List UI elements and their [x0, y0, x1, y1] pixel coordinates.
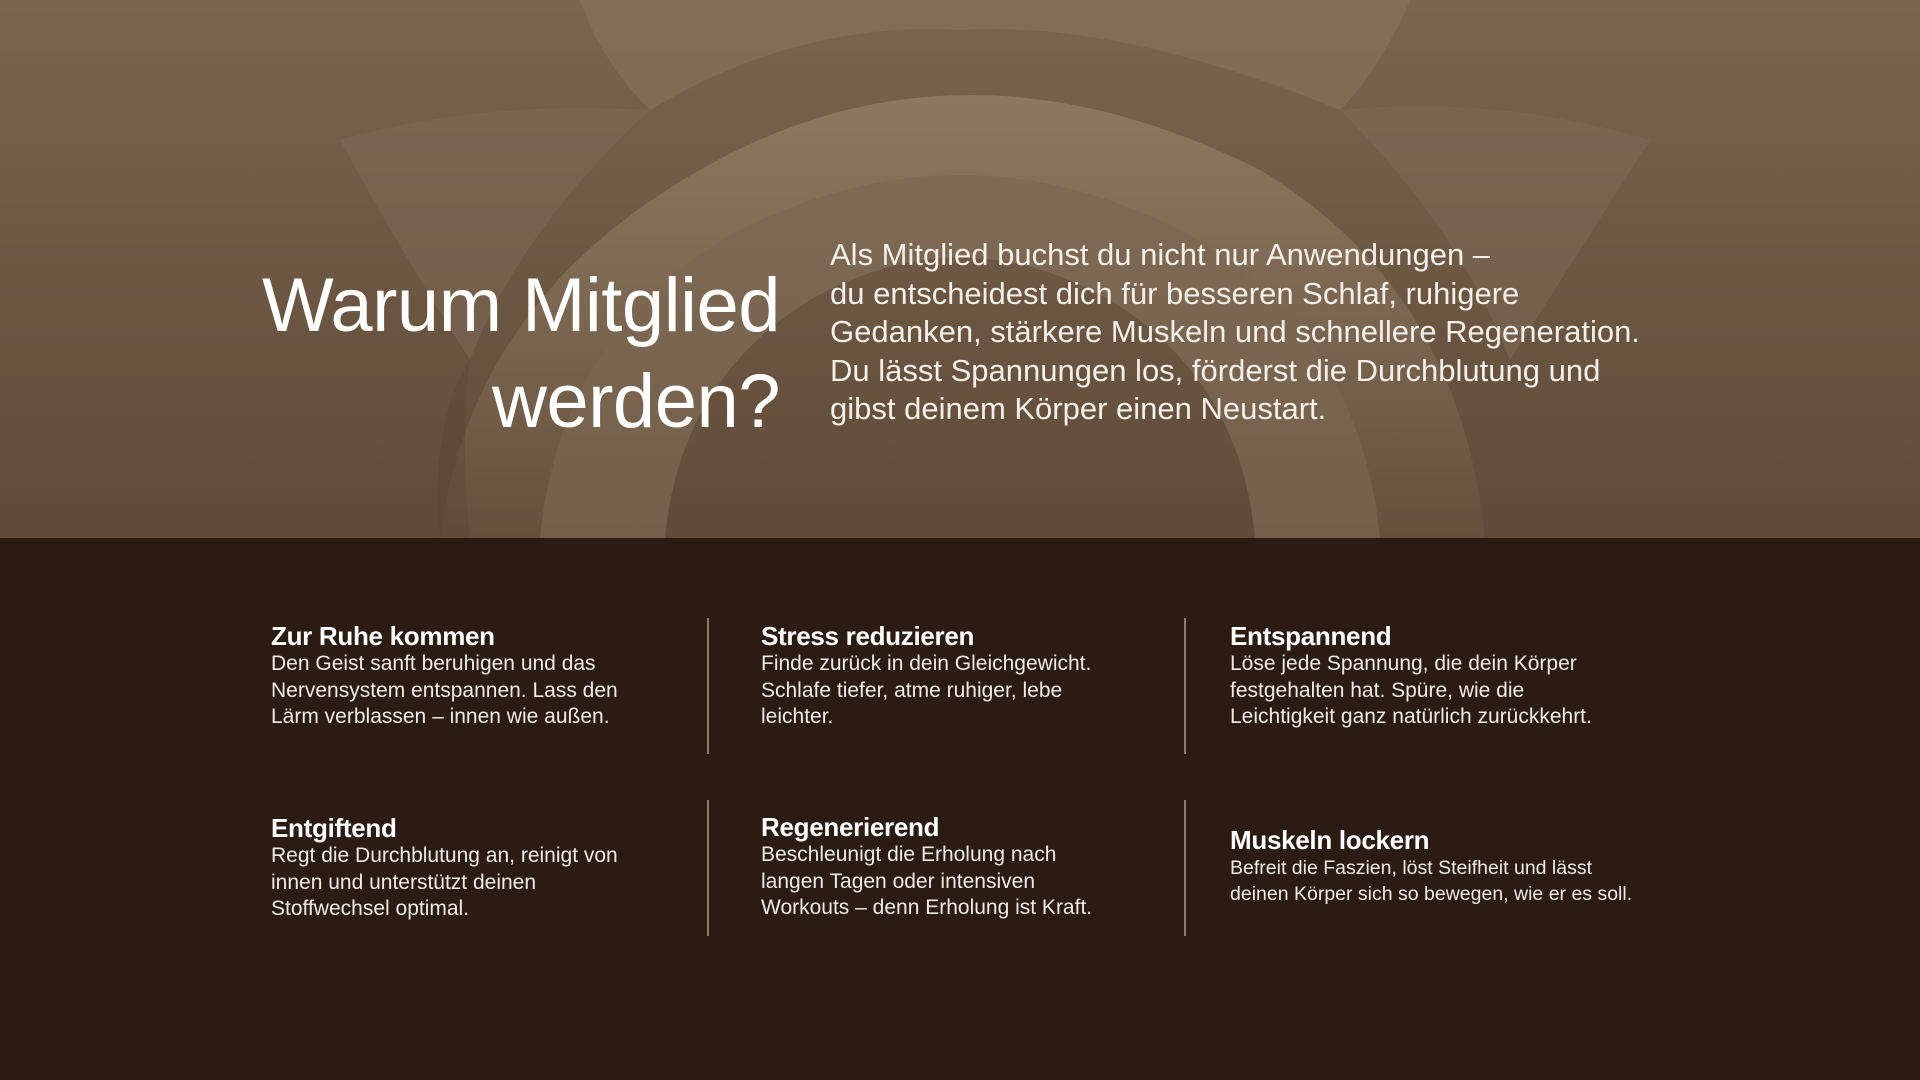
title-line: werden?: [491, 359, 780, 444]
column-divider: [1184, 800, 1186, 936]
benefit-line: Finde zurück in dein Gleichgewicht.: [761, 652, 1092, 675]
column-divider: [707, 618, 709, 754]
intro-line: Gedanken, stärkere Muskeln und schnellere Regeneration.: [830, 314, 1640, 349]
benefit-description: [1230, 855, 1632, 907]
benefit-line: langen Tagen oder intensiven: [761, 869, 1035, 893]
benefit-line: deinen Körper sich so bewegen, wie er es soll.: [1230, 883, 1633, 905]
benefit-line: festgehalten hat. Spüre, wie die: [1230, 678, 1525, 702]
benefit-title: Entspannend: [1230, 621, 1392, 651]
benefit-description: [1230, 651, 1592, 731]
benefit-line: Regt die Durchblutung an, reinigt von: [271, 844, 618, 867]
benefit-description: [271, 843, 618, 923]
benefit-line: Löse jede Spannung, die dein Körper: [1230, 652, 1577, 675]
title-line: Warum Mitglied: [261, 263, 780, 348]
benefit-description: [761, 651, 1091, 731]
intro-line: Du lässt Spannungen los, förderst die Durchblutung und: [830, 352, 1601, 388]
benefit-card: [271, 621, 618, 731]
intro-line: du entscheidest dich für besseren Schlaf, ruhigere: [830, 275, 1520, 311]
benefit-description: [271, 651, 618, 731]
benefit-title: Entgiftend: [271, 813, 397, 843]
benefit-line: Den Geist sanft beruhigen und das: [271, 652, 596, 675]
benefit-card: [271, 813, 618, 923]
benefit-line: Lärm verblassen – innen wie außen.: [271, 705, 610, 728]
benefit-line: Beschleunigt die Erholung nach: [761, 843, 1057, 866]
benefit-line: Befreit die Faszien, löst Steifheit und lässt: [1230, 857, 1593, 879]
benefit-line: innen und unterstützt deinen: [271, 870, 537, 894]
benefit-card: [761, 812, 1092, 922]
benefit-title: Muskeln lockern: [1230, 825, 1430, 855]
hero-section: [0, 0, 1920, 538]
page-title: [150, 258, 780, 450]
intro-paragraph: [830, 236, 1830, 429]
benefit-card: [1230, 825, 1632, 907]
intro-line: gibst deinem Körper einen Neustart.: [830, 391, 1327, 426]
column-divider: [707, 800, 709, 936]
benefit-line: Workouts – denn Erholung ist Kraft.: [761, 896, 1093, 919]
intro-line: Als Mitglied buchst du nicht nur Anwendungen –: [830, 237, 1491, 272]
benefit-line: Stoffwechsel optimal.: [271, 897, 470, 920]
benefit-description: [761, 842, 1092, 922]
benefit-line: Nervensystem entspannen. Lass den: [271, 678, 618, 702]
benefit-card: [761, 621, 1091, 731]
benefit-line: leichter.: [761, 705, 834, 728]
benefit-title: Zur Ruhe kommen: [271, 621, 495, 651]
column-divider: [1184, 618, 1186, 754]
benefit-card: [1230, 621, 1592, 731]
benefits-section: [0, 538, 1920, 1080]
benefit-line: Schlafe tiefer, atme ruhiger, lebe: [761, 678, 1063, 702]
benefit-line: Leichtigkeit ganz natürlich zurückkehrt.: [1230, 705, 1592, 728]
benefit-title: Regenerierend: [761, 812, 940, 842]
benefit-title: Stress reduzieren: [761, 621, 975, 651]
